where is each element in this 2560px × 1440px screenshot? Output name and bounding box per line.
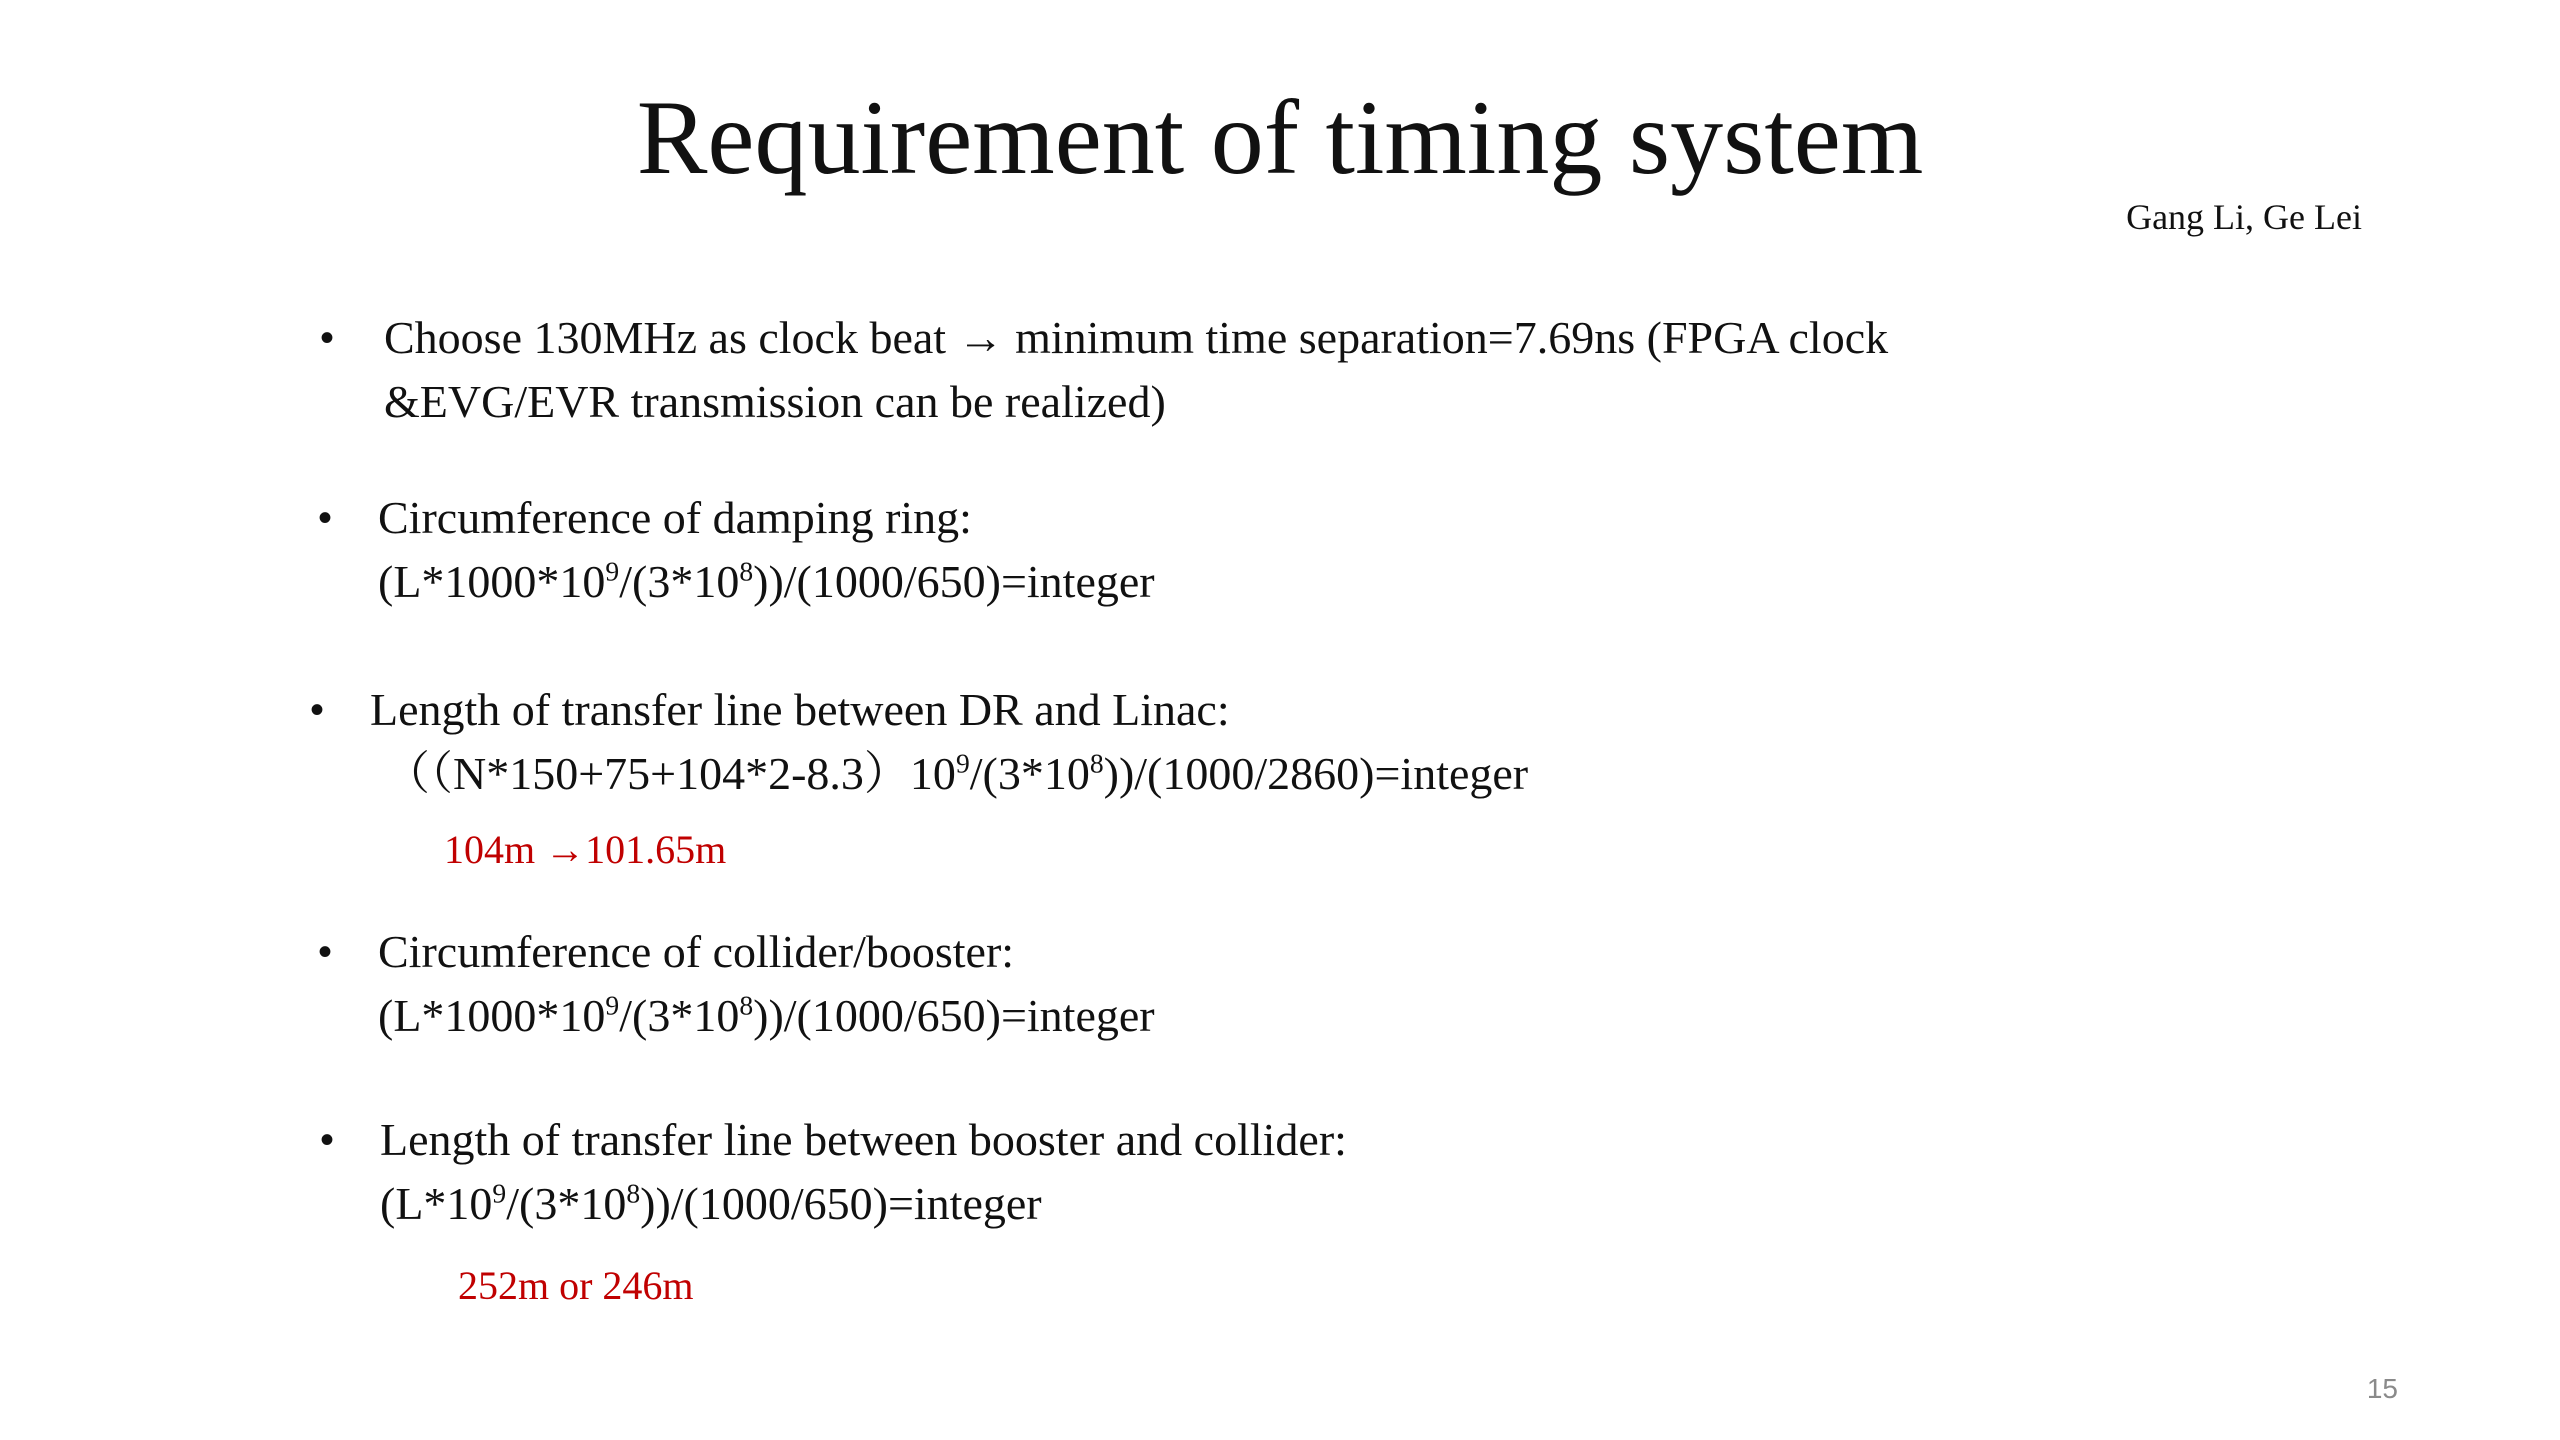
formula-text: ))/(1000/650)=integer xyxy=(753,556,1155,607)
bullet-line: Choose 130MHz as clock beat → minimum time separation=7.69ns (FPGA clock xyxy=(384,312,1889,363)
formula-exponent: 9 xyxy=(955,747,970,779)
formula-line xyxy=(378,984,1155,1048)
bullet-line: Length of transfer line between booster and collider: xyxy=(380,1114,1347,1165)
formula-exponent: 8 xyxy=(739,989,754,1021)
bullet-transfer-line-dr-linac xyxy=(310,678,1529,806)
bullet-dot-icon: • xyxy=(310,688,325,732)
formula-exponent: 9 xyxy=(492,1177,507,1209)
formula-exponent: 8 xyxy=(626,1177,641,1209)
formula-exponent: 9 xyxy=(605,555,620,587)
page-number: 15 xyxy=(2366,1373,2398,1404)
bullet-collider-booster xyxy=(318,920,1155,1048)
bullet-dot-icon: • xyxy=(318,496,333,540)
bullet-damping-ring xyxy=(318,486,1155,614)
slide-title: Requirement of timing system xyxy=(636,79,1924,196)
formula-line xyxy=(380,1172,1347,1236)
formula-exponent: 8 xyxy=(739,555,754,587)
formula-text: /(3*10 xyxy=(506,1178,627,1229)
booster-collider-length-note: 252m or 246m xyxy=(458,1263,694,1308)
formula-line xyxy=(378,550,1155,614)
bullet-line: Length of transfer line between DR and Linac: xyxy=(370,684,1230,735)
bullet-line: Circumference of collider/booster: xyxy=(378,926,1015,977)
formula-text: （（N*150+75+104*2-8.3）10 xyxy=(384,748,956,799)
bullet-dot-icon: • xyxy=(318,930,333,974)
formula-exponent: 8 xyxy=(1089,747,1104,779)
formula-text: (L*10 xyxy=(380,1178,493,1229)
bullet-dot-icon: • xyxy=(320,1118,335,1162)
formula-text: /(3*10 xyxy=(619,556,740,607)
bullet-dot-icon: • xyxy=(320,316,335,360)
formula-text: ))/(1000/2860)=integer xyxy=(1103,748,1529,799)
formula-text: /(3*10 xyxy=(619,990,740,1041)
formula-text: ))/(1000/650)=integer xyxy=(753,990,1155,1041)
bullet-clock-beat xyxy=(320,306,1889,434)
formula-text: ))/(1000/650)=integer xyxy=(640,1178,1042,1229)
formula-exponent: 9 xyxy=(605,989,620,1021)
bullet-transfer-line-booster-collider xyxy=(320,1108,1347,1236)
formula-text: /(3*10 xyxy=(969,748,1090,799)
formula-text: (L*1000*10 xyxy=(378,990,606,1041)
formula-line xyxy=(384,742,1528,806)
dr-linac-length-note: 104m →101.65m xyxy=(444,827,727,872)
formula-text: (L*1000*10 xyxy=(378,556,606,607)
bullet-line: Circumference of damping ring: xyxy=(378,492,972,543)
author-names: Gang Li, Ge Lei xyxy=(2126,197,2362,237)
bullet-line: &EVG/EVR transmission can be realized) xyxy=(384,376,1166,427)
